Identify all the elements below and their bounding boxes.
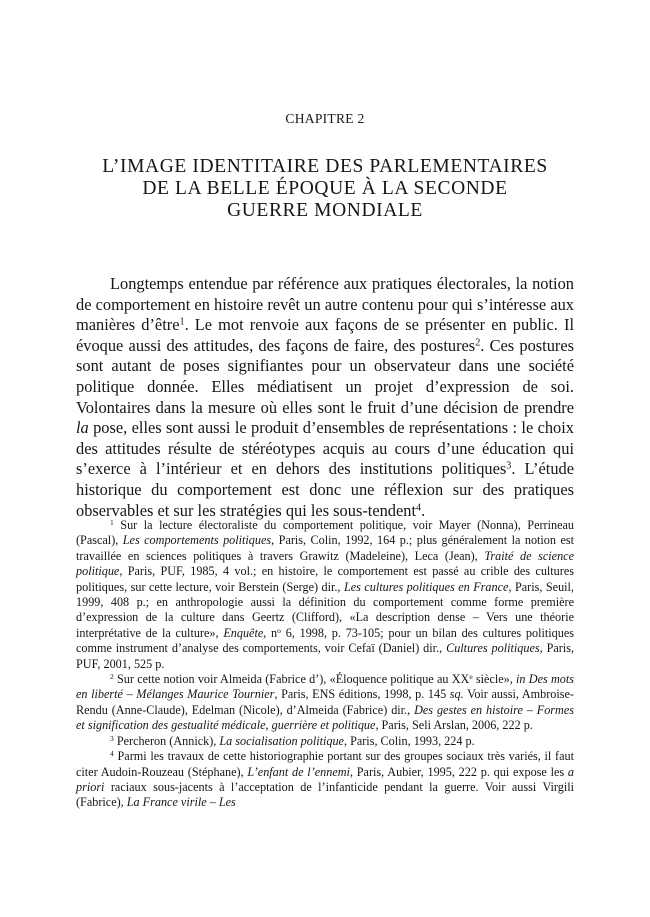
chapter-title (90, 156, 560, 222)
title-line: GUERRE MONDIALE (227, 200, 423, 221)
footnote-text: , Paris, Seli Arslan, 2006, 222 p. (375, 718, 533, 733)
body-text: . Le mot renvoie aux façons de se présenter en public. Il évoque aussi des attitudes, des façons de faire, des postures (76, 315, 574, 355)
body-text: . (421, 500, 426, 520)
body-text: . L’étude historique du comportement est donc une réflexion sur des pratiques observables et sur les stratégies qui les sous-tendent (76, 459, 574, 520)
footnote-text: Voir aussi, Ambroise-Rendu (Anne-Claude), Edelman (Nicole), d’Almeida (Fabrice) dir., (76, 687, 574, 717)
footnote-number: 1 (110, 517, 114, 527)
footnote-text: , Paris, Colin, 1993, 224 p. (343, 733, 475, 748)
footnote-text: Sur cette notion voir Almeida (Fabrice d’), «Éloquence politique au XX (113, 672, 470, 687)
footnote-text: , Paris, Seuil, 1999, 408 p.; en anthropologie aussi la définition du comportement comme forme première d’expression de la culture dans Geertz (Clifford), «La description dense – Vers une théorie interprétative de la culture», (76, 579, 574, 640)
body-text: . Ces postures sont autant de poses signifiantes pour un observateur dans une société politique donnée. Elles médiatisent un projet d’expression de soi. Volontaires dans la mesure où elles sont le fruit d’une décision de prendre (76, 335, 574, 417)
footnote-text: , Paris, PUF, 1985, 4 vol.; en histoire, le comportement est passé au crible des cultures politiques, sur cette lecture, voir Berstein (Serge) dir., (76, 564, 574, 594)
footnote-italic: Enquête (223, 625, 264, 640)
footnote-italic: Les comportements politiques (122, 533, 272, 548)
footnote-2 (76, 672, 574, 734)
footnote-text: Sur la lecture électoraliste du comportement politique, voir Mayer (Nonna), Perrineau (Pascal), (76, 518, 574, 548)
chapter-label: CHAPITRE 2 (285, 111, 365, 126)
body-text: Longtemps entendue par référence aux pratiques électorales, la notion de comportement en histoire revêt un autre contenu pour qui s’intéresse aux manières d’être (76, 274, 574, 335)
footnote-text: Parmi les travaux de cette historiographie portant sur des groupes sociaux très variés, il faut citer Audoin-Rouzeau (Stéphane), (76, 749, 574, 779)
footnote-italic: La socialisation politique (219, 733, 344, 748)
footnote-number: 4 (110, 748, 114, 758)
footnote-text: Percheron (Annick), (113, 733, 220, 748)
footnote-text: 6, 1998, p. 73-105; pour un bilan des cultures politiques comme instrument d’analyse des comportements, voir Cefaï (Daniel) dir., (76, 625, 574, 656)
footnote-italic: sq. (449, 687, 464, 702)
footnote-italic: in Des mots en liberté – Mélanges Maurice Tournier (76, 672, 574, 702)
footnote-italic: Les cultures politiques en France (343, 579, 509, 594)
footnote-text: raciaux sous-jacents à l’acceptation de l’infanticide pendant la guerre. Voir aussi Virgili (Fabrice), (76, 779, 574, 810)
footnote-1 (76, 518, 574, 672)
body-text: pose, elles sont aussi le produit d’ensembles de représentations : le choix des attitudes résulte de stéréotypes acquis au cours d’une éducation qui s’exerce à l’intérieur et en dehors des institutions politiques (76, 418, 574, 479)
footnote-text: , Paris, Aubier, 1995, 222 p. qui expose les (349, 764, 568, 779)
footnote-text: siècle», (472, 672, 517, 687)
footnote-number: 2 (110, 671, 114, 681)
footnote-superscript: e (469, 671, 473, 681)
footnote-ref: 1 (179, 316, 185, 328)
footnote-italic: Cultures politiques (446, 641, 540, 656)
title-line: L’IMAGE IDENTITAIRE DES PARLEMENTAIRES (102, 156, 548, 177)
footnote-text: , Paris, ENS éditions, 1998, p. 145 (274, 687, 450, 702)
footnote-ref: 4 (416, 501, 422, 513)
footnote-text: , n (263, 625, 278, 640)
footnote-italic: a priori (76, 764, 575, 794)
footnote-ref: 3 (506, 460, 512, 472)
footnote-italic: Des gestes en histoire – Formes et signification des gestualité médicale, guerrière et politique (76, 702, 575, 733)
footnote-italic: Traité de science politique (76, 548, 574, 579)
footnotes (76, 518, 574, 811)
body-italic: la (76, 418, 89, 438)
footnote-ref: 2 (475, 337, 481, 349)
footnote-4 (76, 749, 574, 811)
footnote-text: , Paris, Colin, 1992, 164 p.; plus généralement la notion est travaillée en sciences politiques à travers Grawitz (Madeleine), Leca (Jean), (76, 533, 574, 563)
footnote-number: 3 (110, 733, 114, 743)
title-line: DE LA BELLE ÉPOQUE À LA SECONDE (142, 178, 508, 199)
body-paragraph (76, 274, 574, 521)
footnote-italic: La France virile – Les (126, 795, 236, 810)
footnote-superscript: o (277, 625, 281, 635)
footnote-3 (76, 734, 574, 749)
footnote-text: , Paris, PUF, 2001, 525 p. (76, 641, 575, 671)
footnote-italic: L’enfant de l’ennemi (247, 764, 350, 779)
